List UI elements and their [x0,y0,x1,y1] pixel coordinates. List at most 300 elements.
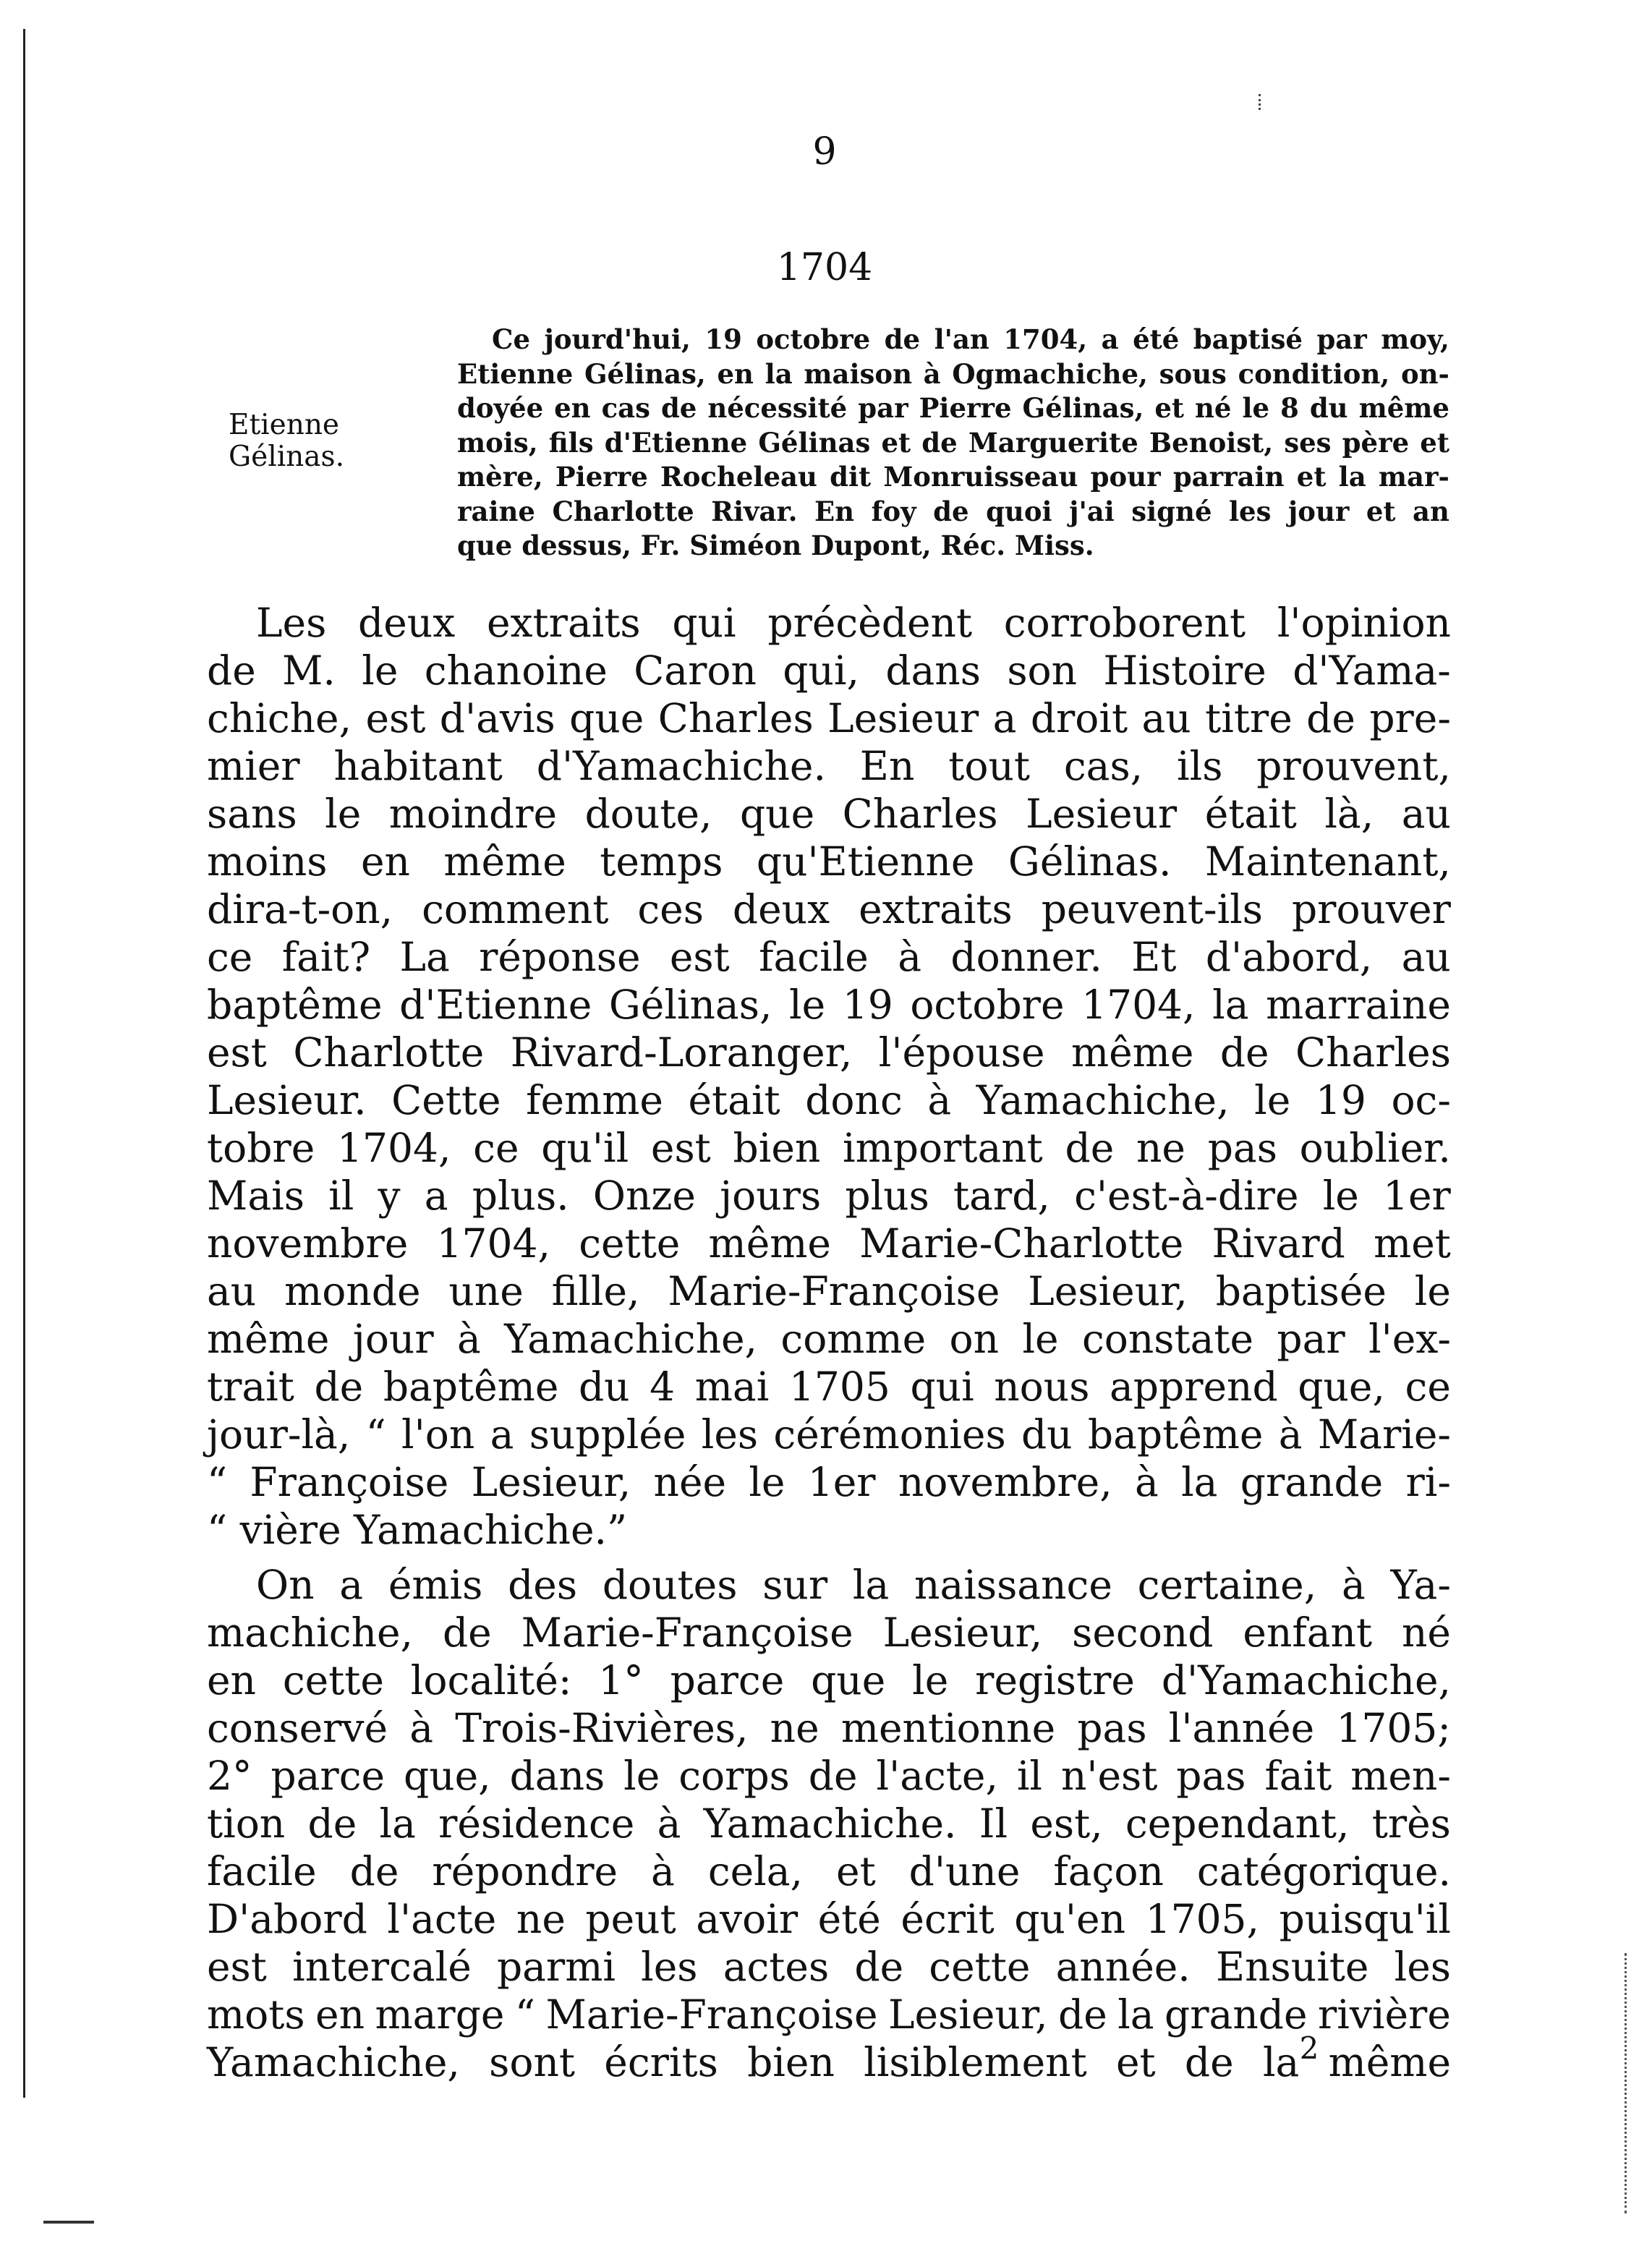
word: jours [720,1173,822,1219]
text-line [207,647,1451,694]
word: signé [1131,495,1212,527]
word: là, [1324,791,1374,837]
word: qui [672,600,736,646]
text-line [207,1076,1451,1124]
word: met [1374,1220,1451,1267]
word: de [921,426,958,459]
word: tion [207,1800,286,1847]
word: du [578,1364,630,1410]
word: le [325,791,362,837]
word: certaine, [1137,1562,1317,1608]
word: de [933,495,969,527]
word: Ogmachiche, [952,357,1148,390]
word: nous [994,1364,1090,1410]
word: 8 [1280,392,1299,424]
text-line [207,694,1451,742]
word: ce [207,934,253,980]
word: intercalé [292,1944,472,1990]
word: baptême [1087,1411,1264,1458]
word: Marie-Françoise [668,1268,1000,1314]
word: Lesieur, [887,1991,1048,2038]
word: de [442,1609,492,1656]
word: Gélinas, [1022,392,1144,424]
word: Ya- [1390,1562,1451,1608]
word: Monruisseau [883,461,1078,493]
word: actes [723,1944,830,1990]
record-line [457,357,1449,392]
word: d'Yama- [1293,647,1451,694]
word: Marie-Françoise [545,1991,878,2038]
word: même [1328,2039,1451,2085]
word: été [817,1896,881,1942]
word: fille, [551,1268,640,1314]
word: ses [1284,426,1332,459]
word: extraits [486,600,641,646]
word: de [660,392,697,424]
word: que [811,1657,886,1703]
word: quoi [986,495,1052,527]
word: pas [1176,1753,1246,1799]
word: an [1412,495,1449,527]
word: d'Yamachiche. [536,743,826,789]
word: donner. [950,934,1102,980]
word: deux [358,600,456,646]
text-line [207,1411,1451,1458]
word: En [859,743,915,789]
word: “ [207,1459,228,1505]
paragraph-gap [207,1554,1451,1561]
text-line [207,2038,1451,2086]
word: année. [1055,1944,1191,1990]
word: par [1316,323,1367,355]
word: Maintenant, [1204,838,1451,885]
word: chanoine [424,647,608,694]
word: les [641,1944,698,1990]
text-line [207,1267,1451,1315]
word: nécessité [707,392,848,424]
word: par [1277,1316,1345,1362]
paragraph-2 [207,1561,1451,2086]
word: Caron [634,647,757,694]
word: Ce [492,323,530,355]
word: Françoise [250,1459,449,1505]
word: la [852,1562,890,1608]
word: parmi [496,1944,616,1990]
word: mois, [457,426,538,459]
word: l'an [934,323,989,355]
word: Lesieur [1026,791,1178,837]
word: Rocheleau [660,461,817,493]
word: résidence [438,1800,635,1847]
word: Gélinas, [608,982,772,1028]
word: la [1181,1459,1218,1505]
word: mots [207,1991,305,2038]
word: Marie-Charlotte [859,1220,1184,1267]
word: de [307,1800,357,1847]
word: en [207,1657,256,1703]
word: l'on [401,1411,475,1458]
word: men- [1350,1753,1451,1799]
word: et [1296,461,1327,493]
margin-note-line: Etienne [229,409,340,441]
text-line [207,885,1451,933]
word: 19 [842,982,893,1028]
word: moindre [388,791,558,837]
year-heading: 1704 [776,246,873,289]
word: parrain [1172,461,1285,493]
record-line [457,426,1449,461]
record-line [457,323,1449,357]
word: 1705; [1336,1705,1451,1751]
word: moy, [1381,323,1449,355]
word: le [912,1657,949,1703]
word: baptisé [1193,323,1303,355]
body-text [207,599,1451,2086]
word: et [836,1848,876,1894]
word: l'ex- [1368,1316,1451,1362]
word: Marie-Françoise [521,1609,853,1656]
bottom-edge-mark [43,2221,94,2224]
word: à [1135,1459,1159,1505]
word: condition, [1238,357,1390,390]
word: écrits [604,2039,718,2085]
word: est, [1030,1800,1103,1847]
text-line [207,1172,1451,1220]
word: une [448,1268,524,1314]
word: d'avis [439,695,555,741]
word: Benoist, [1149,426,1274,459]
word: 1704, [1003,323,1088,355]
word: Pierre [555,461,648,493]
word: on [949,1316,1000,1362]
word: même [1070,1029,1194,1076]
word: tard, [953,1173,1050,1219]
word: et [881,426,911,459]
signature-mark: 2 [1299,2030,1319,2066]
word: Yamachiche. [703,1800,957,1847]
word: précèdent [767,600,973,646]
word: avoir [696,1896,799,1942]
word: Marguerite [968,426,1138,459]
word: parce [271,1753,386,1799]
word: En [814,495,855,527]
word: qui [910,1364,974,1410]
word: fait? [281,934,371,980]
word: l'épouse [878,1029,1045,1076]
text-line: “ vière Yamachiche.” [207,1507,628,1553]
word: en [315,1991,365,2038]
word: Rivard-Loranger, [510,1029,853,1076]
word: de [349,1848,399,1894]
word: l'opinion [1277,600,1451,646]
text-line [207,790,1451,838]
word: ne [1136,1125,1185,1171]
word: de [207,647,256,694]
word: 1er [807,1459,876,1505]
word: parce [670,1657,785,1703]
text-line [207,1029,1451,1076]
word: c'est-à-dire [1074,1173,1299,1219]
word: Trois-Rivières, [455,1705,749,1751]
word: à [1341,1562,1366,1608]
word: habitant [333,743,503,789]
word: qu'en [1014,1896,1126,1942]
word: Charlotte [552,495,694,527]
word: et [1154,392,1184,424]
word: “ [514,1991,536,2038]
word: j'ai [1069,495,1115,527]
word: et [1366,495,1396,527]
word: qu'il [541,1125,629,1171]
text-line [207,1220,1451,1267]
word: le [749,1459,785,1505]
word: à [409,1705,434,1751]
word: la [1338,461,1366,493]
word: d'abord, [1205,934,1373,980]
word: peut [585,1896,676,1942]
word: 1705 [788,1364,890,1410]
word: le [1242,392,1270,424]
text-line [207,1895,1451,1943]
word: corroborent [1003,600,1246,646]
word: cela, [707,1848,804,1894]
word: Histoire [1103,647,1266,694]
word: octobre [910,982,1065,1028]
word: Yamachiche, [504,1316,758,1362]
word: bien [747,2039,835,2085]
word: Rivar. [711,495,798,527]
word: le [1414,1268,1451,1314]
text-line [207,1943,1451,1991]
text-line [207,1800,1451,1847]
word: Rivard [1212,1220,1345,1267]
word: comme [780,1316,927,1362]
text-line [207,1124,1451,1172]
word: monde [284,1268,421,1314]
word: Mais [207,1173,305,1219]
word: le [1322,1173,1359,1219]
word: est [207,1944,267,1990]
word: cependant, [1125,1800,1350,1847]
word: Gélinas. [1008,838,1172,885]
word: Charlotte [293,1029,485,1076]
text-line [207,1704,1451,1752]
word: son [1007,647,1078,694]
word: doute, [584,791,712,837]
word: d'Etienne [604,426,748,459]
word: 2° [207,1753,252,1799]
word: est [650,1125,711,1171]
word: cérémonies [773,1411,1006,1458]
word: baptême [383,1364,559,1410]
word: Onze [592,1173,696,1219]
word: écrit [900,1896,995,1942]
word: oc- [1391,1077,1451,1123]
word: il [1016,1753,1043,1799]
word: par [858,392,908,424]
word: peuvent-ils [1041,886,1264,932]
word: La [399,934,450,980]
text-line [207,933,1451,981]
word: important [843,1125,1043,1171]
word: à [898,934,921,980]
word: très [1371,1800,1451,1847]
word: dans [885,647,981,694]
word: 1° [598,1657,644,1703]
word: que [569,695,644,741]
word: né [1195,392,1232,424]
text-line [207,599,1451,647]
word: était [688,1077,780,1123]
word: femme [526,1077,663,1123]
word: été [1133,323,1180,355]
text-line [207,981,1451,1029]
word: dans [509,1753,605,1799]
word: père [1342,426,1410,459]
word: à [457,1316,481,1362]
word: Yamachiche, [207,2039,460,2085]
word: On [256,1562,315,1608]
word: a [339,1562,364,1608]
word: fils [548,426,594,459]
word: que, [1298,1364,1385,1410]
text-line [207,1609,1451,1656]
word: 19 [704,323,742,355]
left-binding-edge [23,29,30,2098]
word: n'est [1060,1753,1158,1799]
word: deux [732,886,830,932]
word: était [1204,791,1297,837]
word: ce [473,1125,519,1171]
margin-note [229,409,395,473]
word: jourd'hui, [544,323,691,355]
word: facile [207,1848,317,1894]
margin-note-line: Gélinas. [229,441,344,473]
word: mier [207,743,300,789]
word: la [379,1800,416,1847]
word: 4 [650,1364,676,1410]
word: 1704, [336,1125,451,1171]
word: grande [1165,1991,1308,2038]
word: a [424,1173,448,1219]
record-line [457,391,1449,426]
word: de [1306,695,1355,741]
word: la [1117,1991,1154,2038]
word: a [992,695,1017,741]
word: sont [489,2039,575,2085]
word: du [1309,392,1348,424]
word: extraits [859,886,1013,932]
word: plus. [472,1173,569,1219]
word: sur [762,1562,828,1608]
word: Charles [657,695,814,741]
word: au [207,1268,257,1314]
word: au [1141,695,1191,741]
word: d'une [908,1848,1021,1894]
word: 1704, [1081,982,1196,1028]
print-speck [1259,94,1265,110]
word: des [508,1562,578,1608]
word: même [1358,392,1449,424]
word: moins [207,838,328,885]
word: temps [600,838,723,885]
text-line [207,1656,1451,1704]
word: doyée [457,392,544,424]
word: registre [975,1657,1135,1703]
word: baptisée [1215,1268,1387,1314]
record-line [457,460,1449,495]
word: d'Yamachiche, [1161,1657,1451,1703]
word: il [328,1173,354,1219]
word: on- [1400,357,1449,390]
word: en [360,838,410,885]
word: Marie- [1317,1411,1451,1458]
word: mar- [1378,461,1449,493]
word: “ [365,1411,386,1458]
word: pre- [1369,695,1451,741]
word: de [884,323,921,355]
word: rivière [1317,1991,1451,2038]
word: grande [1240,1459,1384,1505]
word: mentionne [840,1705,1056,1751]
word: sans [207,791,297,837]
word: la [1262,2039,1300,2085]
word: les [1394,1944,1451,1990]
text-line [207,1991,1451,2038]
word: les [701,1411,759,1458]
word: novembre, [898,1459,1112,1505]
word: le [362,647,399,694]
word: y [378,1173,401,1219]
word: du [1021,1411,1073,1458]
word: cette [579,1220,681,1267]
word: jour [352,1316,434,1362]
word: naissance [914,1562,1112,1608]
word: est [669,934,730,980]
word: de [314,1364,364,1410]
word: doutes [602,1562,738,1608]
word: second [1072,1609,1214,1656]
word: machiche, [207,1609,414,1656]
text-line [207,742,1451,790]
word: ne [516,1896,566,1942]
word: donc [805,1077,903,1123]
word: que [739,791,815,837]
word: né [1401,1609,1451,1656]
word: D'abord [207,1896,367,1942]
word: lisiblement [864,2039,1087,2085]
word: est [365,695,426,741]
word: cette [282,1657,384,1703]
word: la [765,357,793,390]
word: Et [1131,934,1177,980]
word: Gélinas [758,426,871,459]
word: supplée [529,1411,686,1458]
word: Les [256,600,327,646]
word: de [1058,1991,1107,2038]
baptism-record [457,323,1449,563]
word: Lesieur, [1028,1268,1188,1314]
right-edge-marks [1625,1953,1630,2213]
word: et [1420,426,1449,459]
text-line [207,1315,1451,1363]
word: le [1254,1077,1291,1123]
word: de [854,1944,904,1990]
word: tobre [207,1125,315,1171]
word: Lesieur, [882,1609,1043,1656]
word: à [1278,1411,1303,1458]
text-line [207,1458,1451,1506]
